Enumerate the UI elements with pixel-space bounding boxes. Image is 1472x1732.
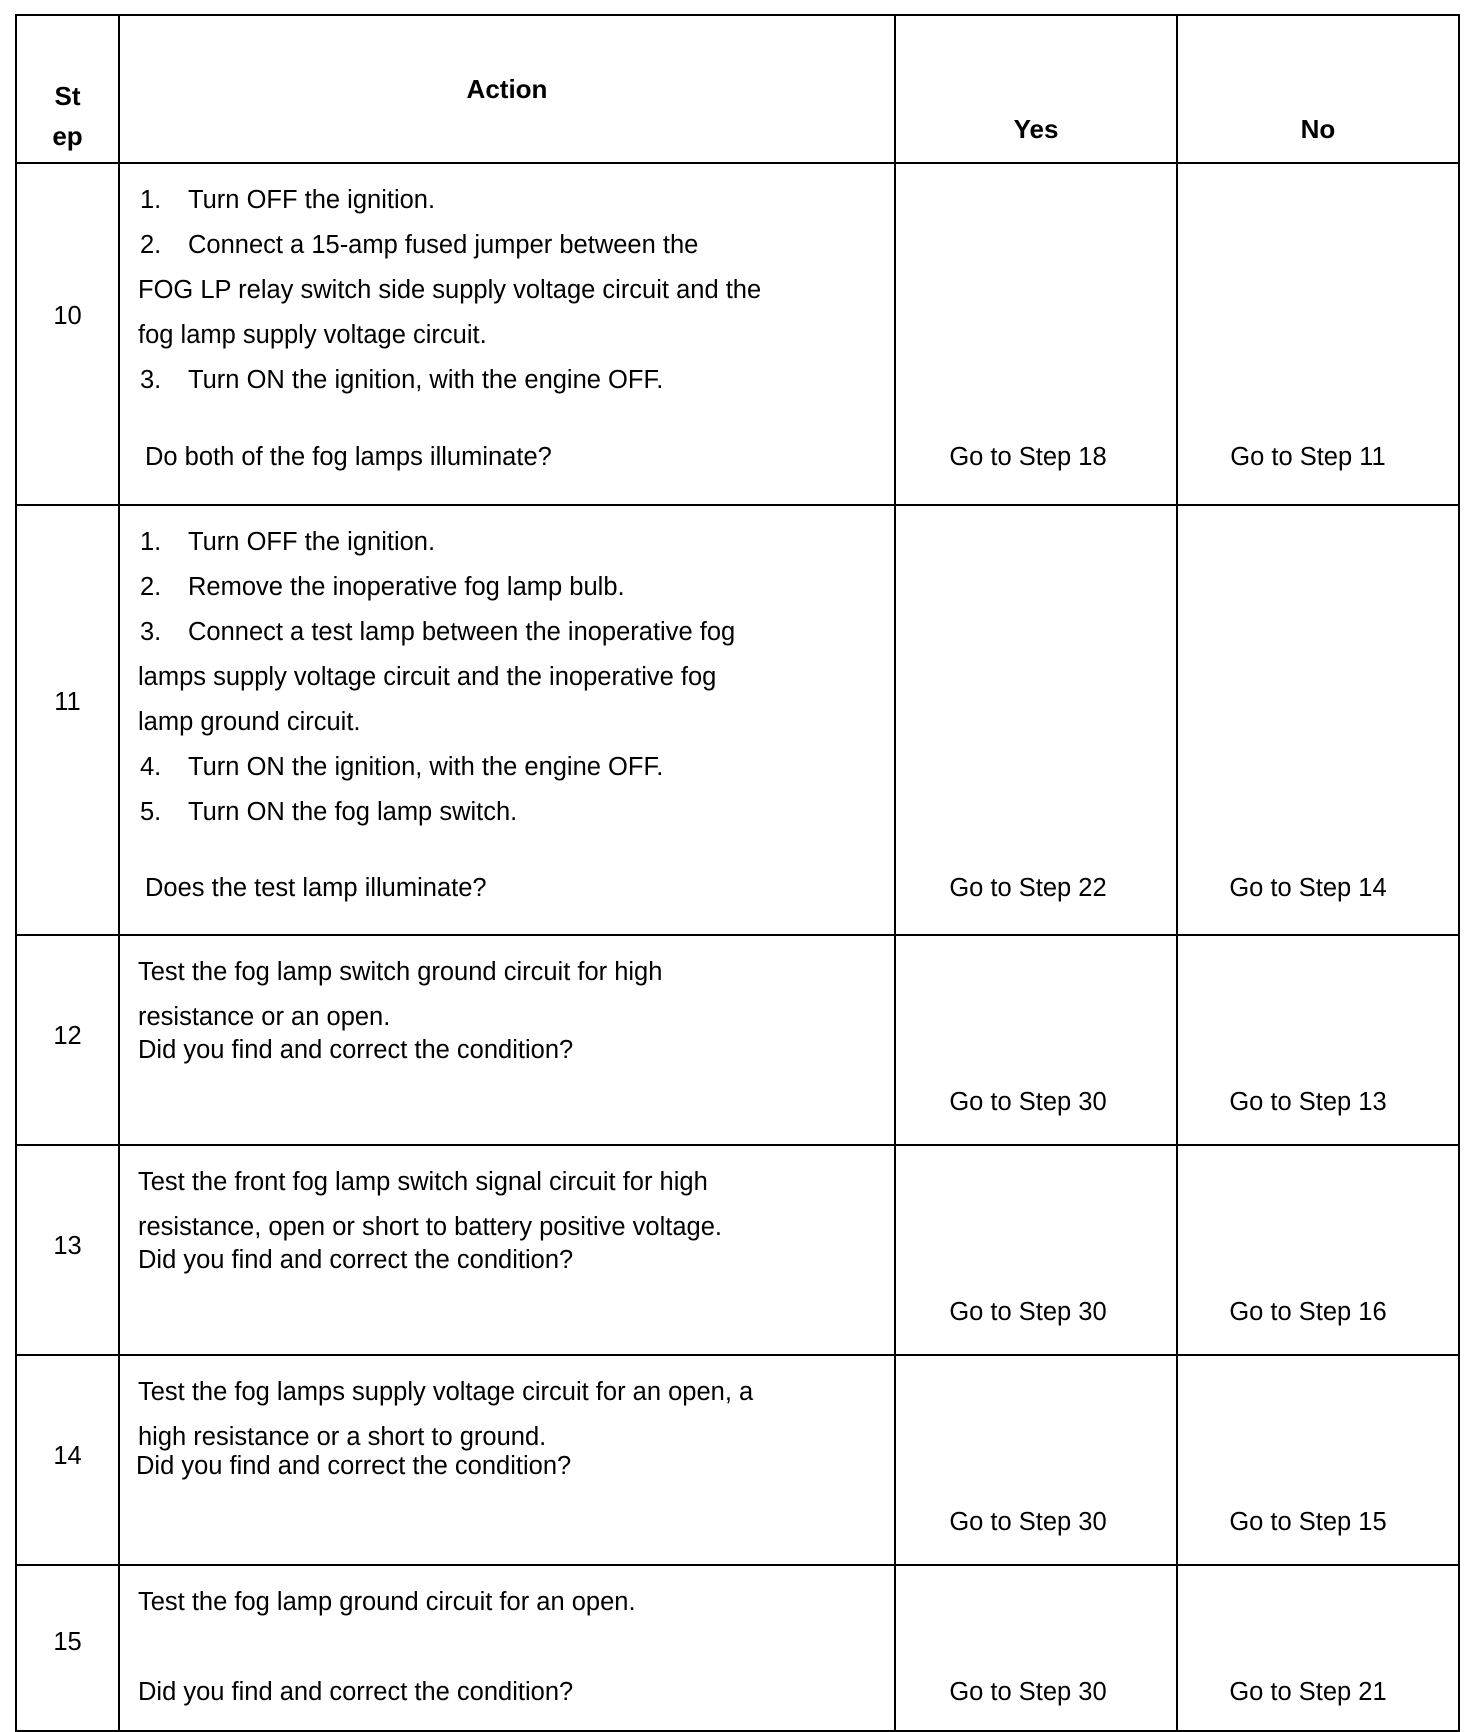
header-step-line2: ep bbox=[52, 121, 83, 151]
yes-cell bbox=[895, 163, 1177, 505]
header-step-line1: St bbox=[54, 81, 81, 111]
action-question: Do both of the fog lamps illuminate? bbox=[145, 443, 552, 471]
action-line: 1. Turn OFF the ignition. bbox=[140, 528, 436, 556]
action-line: 1. Turn OFF the ignition. bbox=[140, 186, 436, 214]
no-cell bbox=[1177, 1145, 1459, 1355]
step-cell bbox=[16, 163, 119, 505]
table-row bbox=[16, 163, 1459, 505]
header-step bbox=[16, 15, 119, 163]
step-number: 14 bbox=[53, 1442, 82, 1470]
action-cell bbox=[119, 1565, 895, 1731]
step-number: 11 bbox=[54, 688, 81, 716]
no-answer: Go to Step 15 bbox=[1229, 1508, 1387, 1536]
header-row bbox=[16, 15, 1459, 163]
header-action bbox=[119, 15, 895, 163]
yes-cell bbox=[895, 1355, 1177, 1565]
action-line: resistance, open or short to battery positive voltage. bbox=[138, 1213, 722, 1241]
step-number: 12 bbox=[53, 1022, 82, 1050]
action-cell bbox=[119, 935, 895, 1145]
step-number: 10 bbox=[53, 302, 82, 330]
action-line: lamps supply voltage circuit and the inoperative fog bbox=[138, 663, 717, 691]
action-cell bbox=[119, 1145, 895, 1355]
no-cell bbox=[1177, 1355, 1459, 1565]
table-row bbox=[16, 1565, 1459, 1731]
header-action-label: Action bbox=[466, 74, 548, 104]
no-answer: Go to Step 11 bbox=[1230, 443, 1386, 471]
action-cell bbox=[119, 505, 895, 935]
action-question: Did you find and correct the condition? bbox=[138, 1678, 574, 1706]
action-line: Test the fog lamp ground circuit for an open. bbox=[138, 1588, 636, 1616]
no-cell bbox=[1177, 505, 1459, 935]
step-cell bbox=[16, 1355, 119, 1565]
action-question: Does the test lamp illuminate? bbox=[145, 874, 487, 902]
action-line: 4. Turn ON the ignition, with the engine OFF. bbox=[140, 753, 664, 781]
step-cell bbox=[16, 1145, 119, 1355]
diagnostic-table bbox=[15, 14, 1460, 1732]
yes-answer: Go to Step 18 bbox=[949, 443, 1107, 471]
no-cell bbox=[1177, 1565, 1459, 1731]
action-line: 2. Connect a 15-amp fused jumper between the bbox=[140, 231, 699, 259]
action-question: Did you find and correct the condition? bbox=[136, 1452, 572, 1480]
table-row bbox=[16, 935, 1459, 1145]
step-number: 13 bbox=[53, 1232, 82, 1260]
action-question: Did you find and correct the condition? bbox=[138, 1246, 574, 1274]
step-cell bbox=[16, 505, 119, 935]
action-line: 3. Turn ON the ignition, with the engine OFF. bbox=[140, 366, 664, 394]
no-answer: Go to Step 13 bbox=[1229, 1088, 1387, 1116]
step-number: 15 bbox=[53, 1628, 82, 1656]
action-line: lamp ground circuit. bbox=[138, 708, 361, 736]
action-cell bbox=[119, 163, 895, 505]
action-line: fog lamp supply voltage circuit. bbox=[138, 321, 487, 349]
yes-cell bbox=[895, 505, 1177, 935]
table-row bbox=[16, 505, 1459, 935]
header-yes-label: Yes bbox=[1013, 114, 1059, 144]
header-yes bbox=[895, 15, 1177, 163]
step-cell bbox=[16, 1565, 119, 1731]
no-cell bbox=[1177, 935, 1459, 1145]
yes-cell bbox=[895, 935, 1177, 1145]
no-cell bbox=[1177, 163, 1459, 505]
header-no bbox=[1177, 15, 1459, 163]
header-no-label: No bbox=[1300, 114, 1336, 144]
step-cell bbox=[16, 935, 119, 1145]
table-row bbox=[16, 1145, 1459, 1355]
action-question: Did you find and correct the condition? bbox=[138, 1036, 574, 1064]
action-line: FOG LP relay switch side supply voltage circuit and the bbox=[138, 276, 762, 304]
yes-cell bbox=[895, 1565, 1177, 1731]
table-row bbox=[16, 1355, 1459, 1565]
action-line: high resistance or a short to ground. bbox=[138, 1423, 547, 1451]
action-line: Test the fog lamps supply voltage circuit for an open, a bbox=[138, 1378, 754, 1406]
action-line: Test the front fog lamp switch signal circuit for high bbox=[138, 1168, 708, 1196]
action-cell bbox=[119, 1355, 895, 1565]
no-answer: Go to Step 21 bbox=[1229, 1678, 1387, 1706]
yes-answer: Go to Step 22 bbox=[949, 874, 1107, 902]
yes-cell bbox=[895, 1145, 1177, 1355]
yes-answer: Go to Step 30 bbox=[949, 1508, 1107, 1536]
yes-answer: Go to Step 30 bbox=[949, 1298, 1107, 1326]
action-line: resistance or an open. bbox=[138, 1003, 391, 1031]
action-line: 2. Remove the inoperative fog lamp bulb. bbox=[140, 573, 625, 601]
action-line: Test the fog lamp switch ground circuit for high bbox=[138, 958, 663, 986]
action-line: 3. Connect a test lamp between the inoperative fog bbox=[140, 618, 736, 646]
yes-answer: Go to Step 30 bbox=[949, 1088, 1107, 1116]
no-answer: Go to Step 16 bbox=[1229, 1298, 1387, 1326]
yes-answer: Go to Step 30 bbox=[949, 1678, 1107, 1706]
action-line: 5. Turn ON the fog lamp switch. bbox=[140, 798, 518, 826]
no-answer: Go to Step 14 bbox=[1229, 874, 1387, 902]
